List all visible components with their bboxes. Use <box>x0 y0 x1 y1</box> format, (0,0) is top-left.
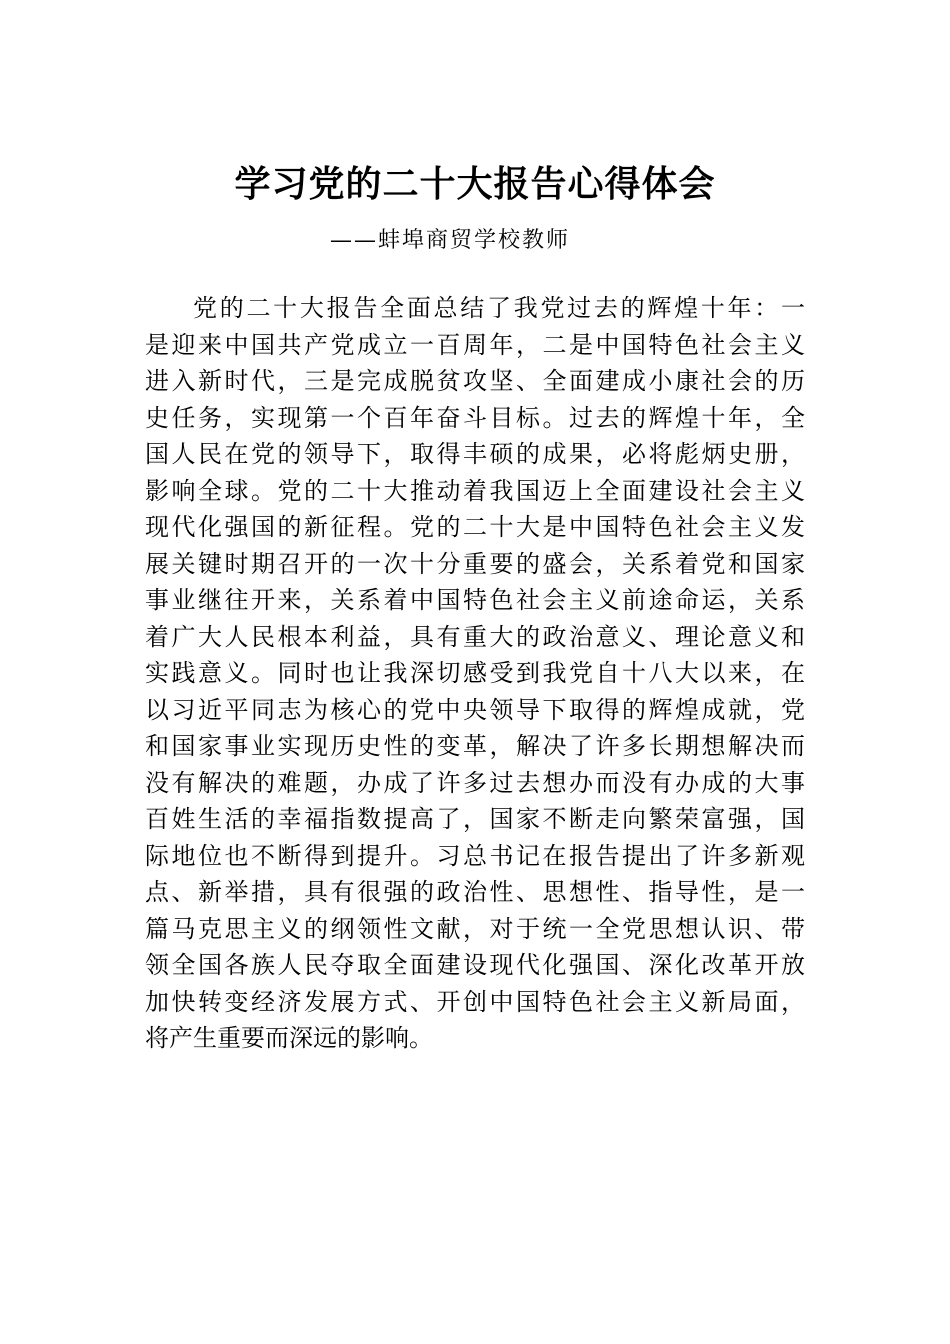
paragraph-line: 没有解决的难题，办成了许多过去想办而没有办成的大事 <box>145 768 805 797</box>
paragraph-line: 影响全球。党的二十大推动着我国迈上全面建设社会主义 <box>145 476 805 505</box>
paragraph-line: 百姓生活的幸福指数提高了，国家不断走向繁荣富强，国 <box>145 805 805 833</box>
paragraph-line: 以习近平同志为核心的党中央领导下取得的辉煌成就，党 <box>145 695 805 724</box>
page-title: 学习党的二十大报告心得体会 <box>234 163 716 205</box>
body-paragraph <box>145 290 805 1057</box>
paragraph-line: 将产生重要而深远的影响。 <box>145 1024 433 1052</box>
paragraph-line: 领全国各族人民夺取全面建设现代化强国、深化改革开放 <box>145 951 805 979</box>
paragraph-line: 加快转变经济发展方式、开创中国特色社会主义新局面， <box>145 987 805 1016</box>
paragraph-line: 篇马克思主义的纲领性文献，对于统一全党思想认识、带 <box>145 914 805 943</box>
paragraph-line: 是迎来中国共产党成立一百周年，二是中国特色社会主义 <box>145 330 805 359</box>
author-subtitle: ——蚌埠商贸学校教师 <box>330 228 571 253</box>
paragraph-line: 史任务，实现第一个百年奋斗目标。过去的辉煌十年，全 <box>145 403 805 432</box>
paragraph-line: 际地位也不断得到提升。习总书记在报告提出了许多新观 <box>145 841 805 870</box>
paragraph-line: 现代化强国的新征程。党的二十大是中国特色社会主义发 <box>145 513 805 541</box>
paragraph-line: 事业继往开来，关系着中国特色社会主义前途命运，关系 <box>145 586 805 614</box>
paragraph-line: 展关键时期召开的一次十分重要的盛会，关系着党和国家 <box>145 549 805 578</box>
paragraph-line: 着广大人民根本利益，具有重大的政治意义、理论意义和 <box>145 622 805 651</box>
paragraph-line: 党的二十大报告全面总结了我党过去的辉煌十年：一 <box>193 294 805 322</box>
paragraph-line: 进入新时代，三是完成脱贫攻坚、全面建成小康社会的历 <box>145 367 805 395</box>
paragraph-line: 点、新举措，具有很强的政治性、思想性、指导性，是一 <box>145 878 805 906</box>
paragraph-line: 和国家事业实现历史性的变革，解决了许多长期想解决而 <box>145 732 805 760</box>
paragraph-line: 实践意义。同时也让我深切感受到我党自十八大以来，在 <box>145 659 805 687</box>
paragraph-line: 国人民在党的领导下，取得丰硕的成果，必将彪炳史册， <box>145 440 805 468</box>
